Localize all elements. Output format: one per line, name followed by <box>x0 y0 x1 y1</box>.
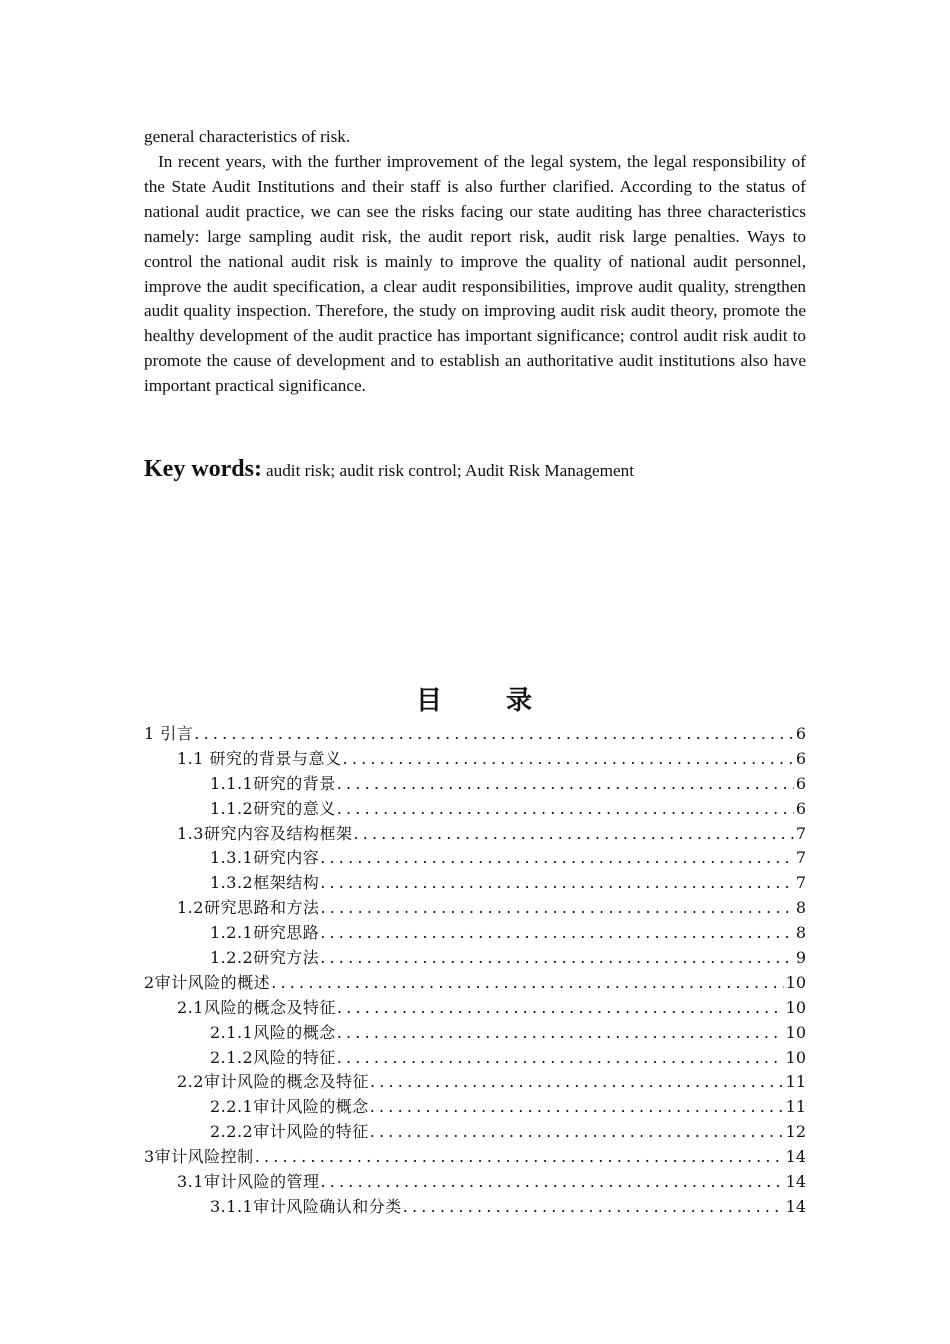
toc-entry-page: 10 <box>785 997 806 1017</box>
toc-entry[interactable] <box>144 946 806 971</box>
toc-entry-page: 10 <box>785 1047 806 1067</box>
toc-entry[interactable] <box>144 772 806 797</box>
toc-entry[interactable] <box>144 896 806 921</box>
toc-entry-label: 1.1.2研究的意义 <box>210 798 336 818</box>
toc-entry-page: 10 <box>785 1022 806 1042</box>
toc-entry-page: 7 <box>795 848 806 868</box>
toc-entry[interactable] <box>144 871 806 896</box>
toc-entry-page: 6 <box>795 724 806 743</box>
toc-dot-leader <box>320 946 794 971</box>
toc-title-char-2: 录 <box>506 686 535 716</box>
toc-entry-label: 1.3.1研究内容 <box>210 848 320 868</box>
toc-dot-leader <box>194 722 794 747</box>
toc-entry-label: 3.1.1审计风险确认和分类 <box>210 1196 402 1216</box>
toc-entry[interactable] <box>144 1120 806 1145</box>
toc-entry[interactable] <box>144 1145 806 1170</box>
toc-entry-page: 14 <box>785 1172 806 1192</box>
toc-entry-label: 2.2.1审计风险的概念 <box>210 1097 369 1117</box>
toc-dot-leader <box>337 996 784 1021</box>
toc-entry-page: 7 <box>795 873 806 893</box>
toc-entry-label: 3.1审计风险的管理 <box>177 1172 320 1192</box>
toc-dot-leader <box>320 871 794 896</box>
toc-entry[interactable] <box>144 747 806 772</box>
toc-entry-label: 2审计风险的概述 <box>144 972 271 992</box>
toc-entry[interactable] <box>144 846 806 871</box>
toc-entry-page: 6 <box>795 773 806 793</box>
toc-entry-label: 1.3.2框架结构 <box>210 873 320 893</box>
toc-dot-leader <box>255 1145 784 1170</box>
toc-entry[interactable] <box>144 1046 806 1071</box>
toc-entry-label: 1.2.2研究方法 <box>210 948 320 968</box>
toc-entry-page: 6 <box>795 748 806 768</box>
toc-dot-leader <box>370 1095 784 1120</box>
toc-entry-label: 1.2研究思路和方法 <box>177 898 320 918</box>
toc-entry-label: 1.2.1研究思路 <box>210 923 320 943</box>
toc-title <box>0 680 950 717</box>
toc-entry-page: 10 <box>785 972 806 992</box>
toc-dot-leader <box>370 1070 784 1095</box>
toc-dot-leader <box>271 971 783 996</box>
toc-entry-label: 2.1风险的概念及特征 <box>177 997 336 1017</box>
toc-dot-leader <box>343 747 794 772</box>
toc-entry-page: 14 <box>785 1196 806 1216</box>
toc-entry-label: 2.1.2风险的特征 <box>210 1047 336 1067</box>
toc-dot-leader <box>337 797 794 822</box>
toc-dot-leader <box>337 1046 784 1071</box>
toc-dot-leader <box>353 822 793 847</box>
toc-entry-page: 14 <box>785 1147 806 1167</box>
toc-dot-leader <box>337 1021 784 1046</box>
keywords-label: Key words: <box>144 456 262 482</box>
toc-dot-leader <box>320 896 793 921</box>
toc-entry[interactable] <box>144 1070 806 1095</box>
toc-entry-page: 11 <box>785 1072 806 1092</box>
toc-entry-page: 8 <box>795 923 806 943</box>
toc-title-char-1: 目 <box>415 686 444 716</box>
toc-entry[interactable] <box>144 1170 806 1195</box>
toc-dot-leader <box>370 1120 784 1145</box>
toc-dot-leader <box>320 1170 783 1195</box>
table-of-contents <box>144 722 806 1220</box>
toc-entry[interactable] <box>144 1195 806 1220</box>
toc-entry[interactable] <box>144 921 806 946</box>
toc-entry-label: 2.2审计风险的概念及特征 <box>177 1072 369 1092</box>
abstract-paragraph: In recent years, with the further improvement of the legal system, the legal responsibility of the State Audit Institutions and their staff is also further clarified. According to the status of national audit practice, we can see the risks facing our state auditing has three characteristics namely: large sampling audit risk, the audit report risk, audit risk large penalties. Ways to control the national audit risk is mainly to improve the quality of national audit personnel, improve the audit specification, a clear audit responsibilities, improve audit quality, strengthen audit quality inspection. Therefore, the study on improving audit risk audit theory, promote the healthy development of the audit practice has important significance; control audit risk audit to promote the cause of development and to establish an authoritative audit institutions also have important practical significance. <box>144 152 806 396</box>
toc-entry-page: 11 <box>785 1097 806 1117</box>
abstract-continuation: general characteristics of risk. <box>144 127 351 146</box>
toc-entry-page: 6 <box>795 798 806 818</box>
toc-entry[interactable] <box>144 722 806 747</box>
toc-entry[interactable] <box>144 996 806 1021</box>
toc-entry-page: 12 <box>785 1122 806 1142</box>
toc-entry-label: 1.1 研究的背景与意义 <box>177 748 342 768</box>
toc-dot-leader <box>320 921 794 946</box>
toc-entry[interactable] <box>144 1021 806 1046</box>
toc-entry-page: 7 <box>795 823 806 843</box>
toc-entry[interactable] <box>144 822 806 847</box>
toc-entry-label: 2.1.1风险的概念 <box>210 1022 336 1042</box>
toc-entry-label: 3审计风险控制 <box>144 1147 254 1167</box>
keywords-text: audit risk; audit risk control; Audit Risk Management <box>265 461 635 480</box>
toc-entry[interactable] <box>144 1095 806 1120</box>
toc-entry-label: 2.2.2审计风险的特征 <box>210 1122 369 1142</box>
toc-entry[interactable] <box>144 971 806 996</box>
toc-entry[interactable] <box>144 797 806 822</box>
keywords-line <box>144 456 806 483</box>
toc-dot-leader <box>403 1195 784 1220</box>
toc-dot-leader <box>320 846 794 871</box>
toc-dot-leader <box>337 772 794 797</box>
toc-entry-label: 1.3研究内容及结构框架 <box>177 823 353 843</box>
toc-entry-page: 8 <box>795 898 806 918</box>
toc-entry-label: 1.1.1研究的背景 <box>210 773 336 793</box>
toc-entry-page: 9 <box>795 948 806 968</box>
toc-entry-label: 1 引言 <box>144 724 194 743</box>
